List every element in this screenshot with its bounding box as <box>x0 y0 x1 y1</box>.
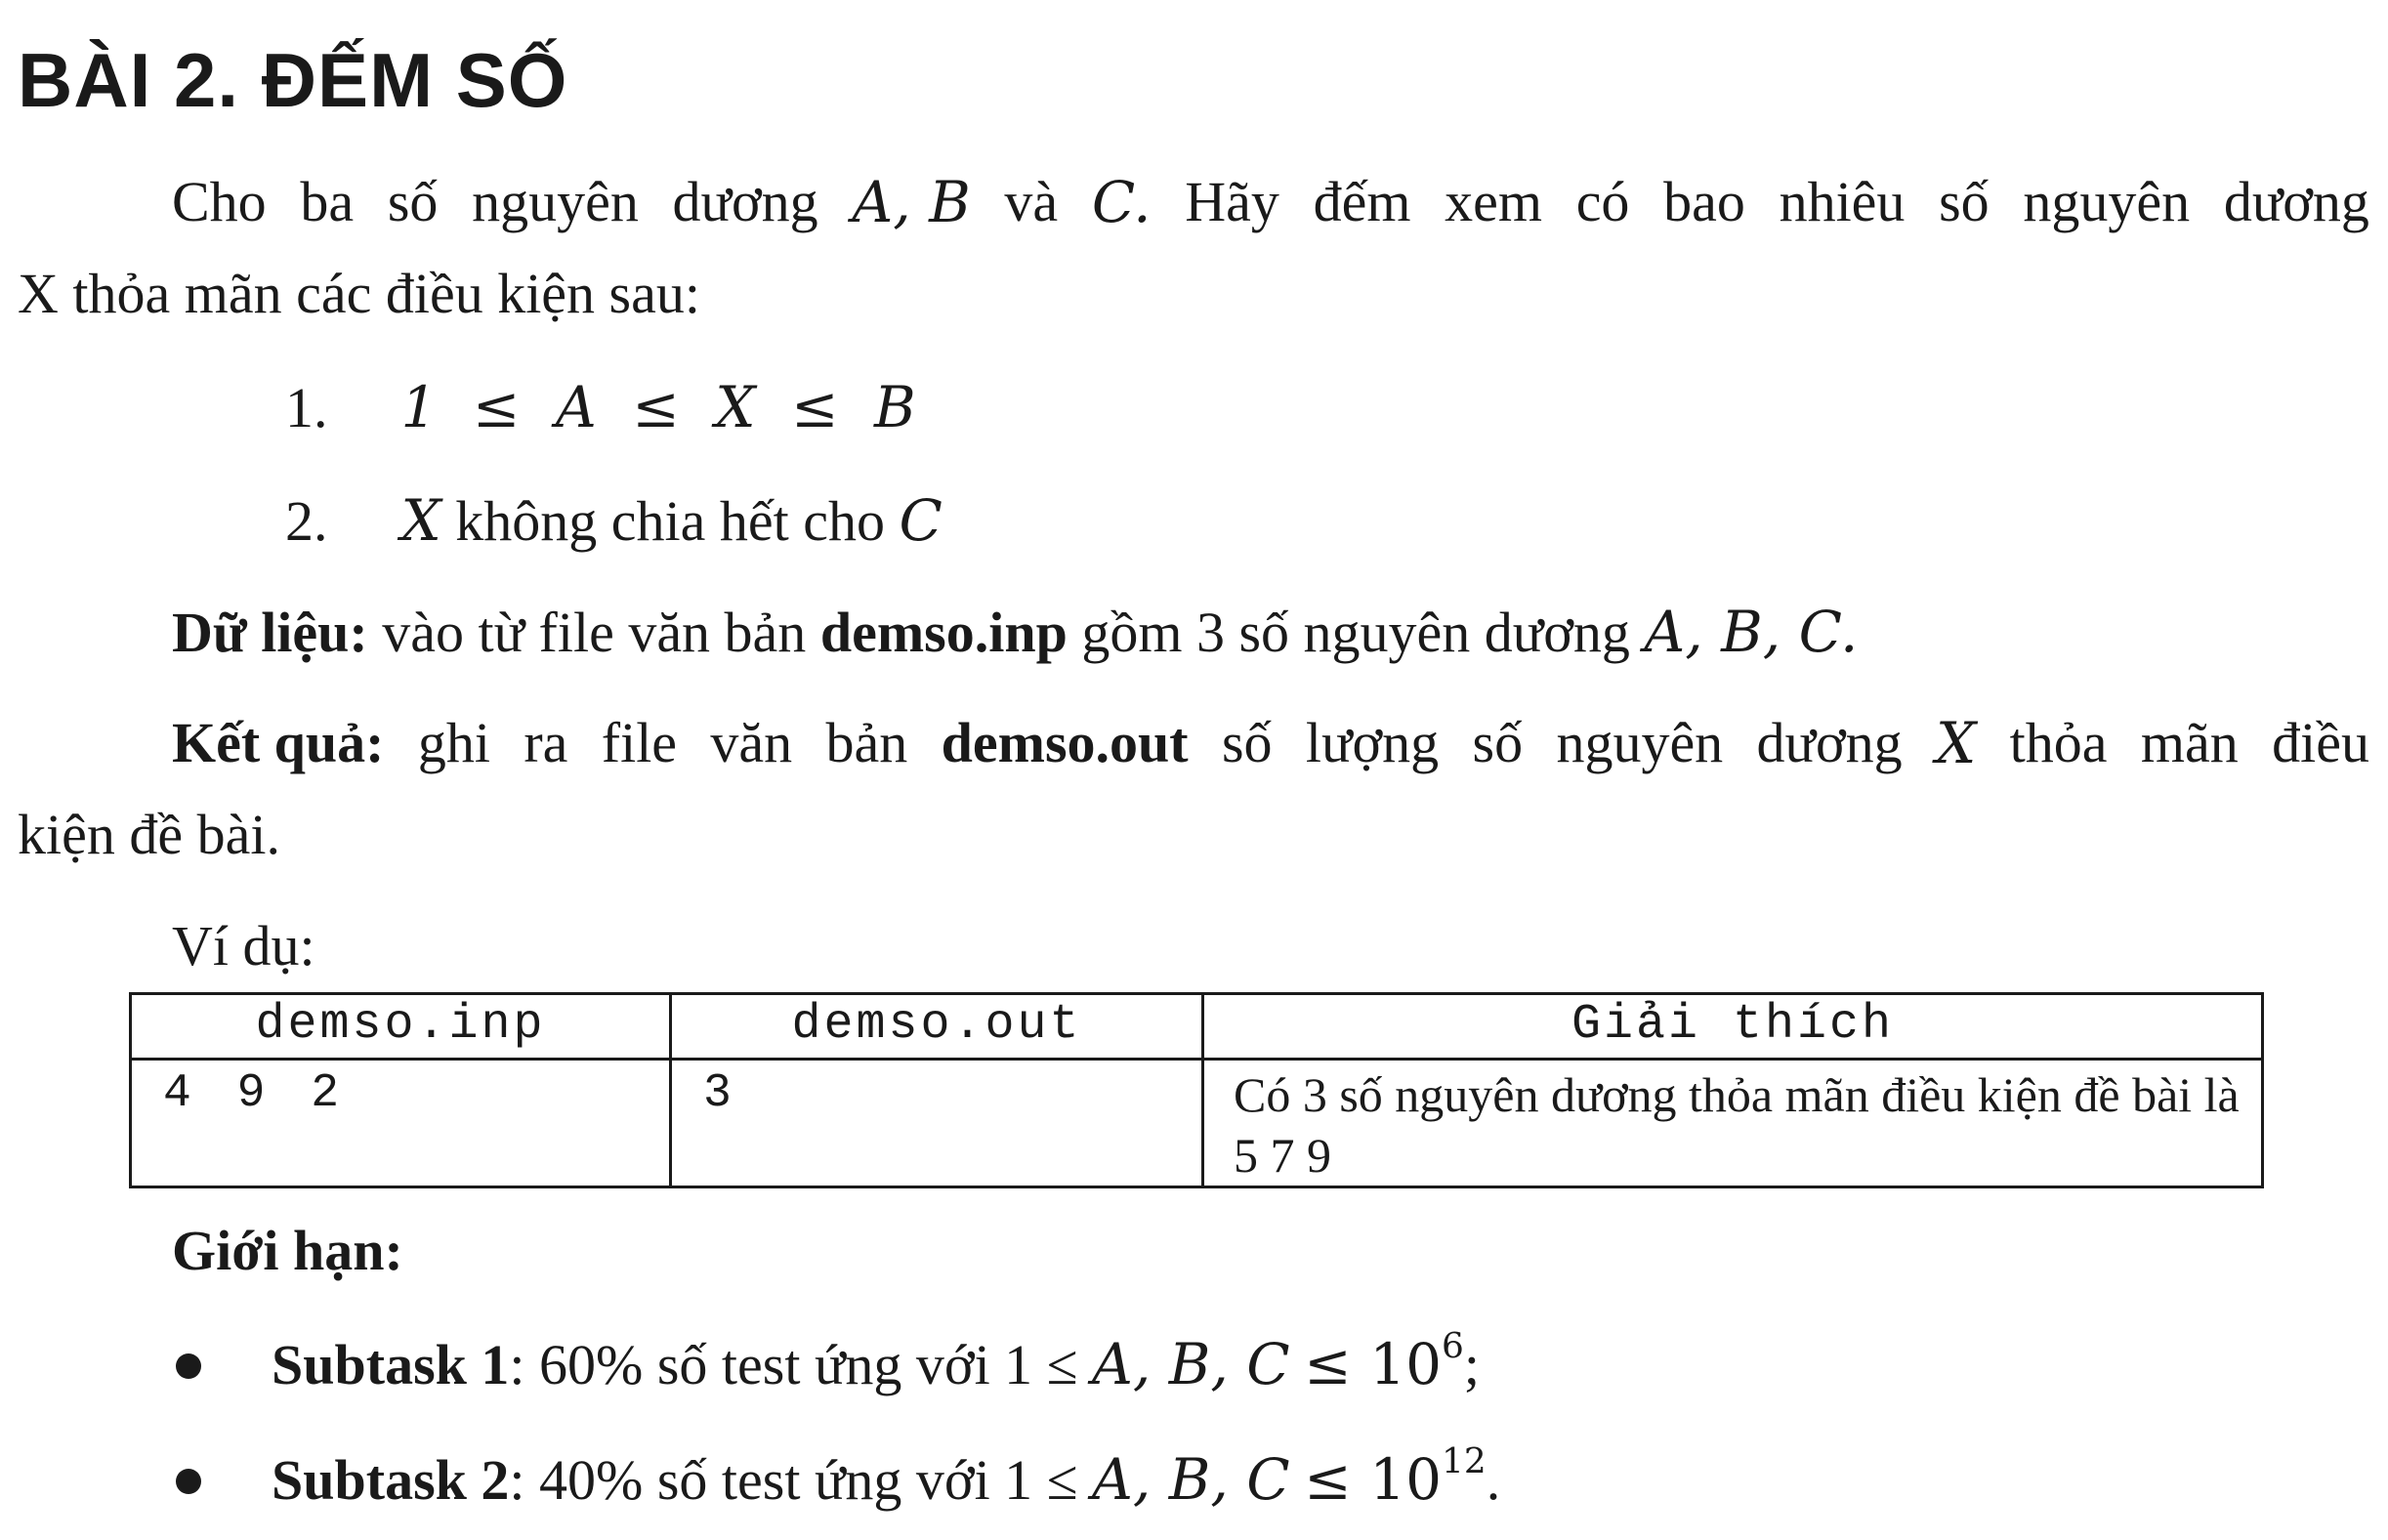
subtask-1-name: Subtask 1 <box>272 1333 510 1396</box>
subtask-2 <box>272 1441 1501 1515</box>
word: số <box>1472 711 1524 774</box>
word: Hãy <box>1185 170 1279 233</box>
subtask-1-vars: A, B, C <box>1092 1331 1290 1397</box>
word: bản <box>825 711 908 774</box>
condition-1-formula: 1 ≤ A ≤ X ≤ B <box>400 374 916 440</box>
limits-label: Giới hạn: <box>172 1219 403 1282</box>
word: và <box>1004 170 1059 233</box>
bullet-icon <box>176 1353 201 1379</box>
subtask-1-end: ; <box>1463 1333 1481 1396</box>
word: dương <box>1756 711 1903 774</box>
word: file <box>601 711 678 774</box>
output-line-1 <box>172 709 2369 777</box>
output-line-2: kiện đề bài. <box>18 803 280 866</box>
example-table <box>129 992 2264 1188</box>
condition-2-text: không chia hết cho <box>455 489 885 553</box>
word: văn <box>710 711 793 774</box>
word: số <box>1939 170 1990 233</box>
subtask-2-name: Subtask 2 <box>272 1448 510 1512</box>
condition-1-number: 1. <box>285 376 328 439</box>
example-output: 3 <box>671 1060 1203 1187</box>
subtask-1-rel: ≤ 10 <box>1304 1331 1443 1397</box>
word: nhiêu <box>1779 170 1906 233</box>
subtask-2-end: . <box>1486 1448 1501 1512</box>
word: bao <box>1663 170 1745 233</box>
problem-title: BÀI 2. ĐẾM SỐ <box>18 37 568 123</box>
word: nguyên <box>2023 170 2191 233</box>
input-description <box>172 598 1858 667</box>
word: số <box>387 170 439 233</box>
condition-2-var2: C <box>899 487 943 554</box>
condition-2 <box>285 486 943 556</box>
word: demso.out <box>941 711 1189 774</box>
word: đếm <box>1313 170 1411 233</box>
word: nguyên <box>472 170 639 233</box>
word: nguyên <box>1556 711 1724 774</box>
header-input-file: demso.inp <box>131 994 671 1060</box>
intro-line-1-words <box>172 168 2369 236</box>
subtask-1-exp: 6 <box>1442 1326 1464 1367</box>
subtask-2-rel: ≤ 10 <box>1304 1446 1443 1513</box>
word: thỏa <box>2009 711 2108 774</box>
word: X <box>1936 710 1977 776</box>
word: A, B <box>852 169 971 235</box>
word: ra <box>524 711 568 774</box>
header-output-file: demso.out <box>671 994 1203 1060</box>
word: điều <box>2272 711 2369 774</box>
example-input: 4 9 2 <box>131 1060 671 1187</box>
word: C. <box>1091 169 1152 235</box>
table-row <box>131 1060 2263 1187</box>
intro-line-2: X thỏa mãn các điều kiện sau: <box>18 262 700 325</box>
subtask-2-pre: : 40% số test ứng với 1 ≤ <box>509 1448 1078 1512</box>
bullet-icon <box>176 1469 201 1494</box>
example-table-header <box>131 994 2263 1060</box>
input-vars: A, B, C. <box>1644 599 1859 665</box>
intro-line-1 <box>172 168 2369 236</box>
subtask-1-pre: : 60% số test ứng với 1 ≤ <box>509 1333 1078 1396</box>
word: Cho <box>172 170 267 233</box>
input-post: gồm 3 số nguyên dương <box>1081 601 1630 664</box>
subtask-2-exp: 12 <box>1442 1441 1487 1482</box>
output-label: Kết quả: <box>172 711 385 774</box>
word: dương <box>2223 170 2369 233</box>
example-label: Ví dụ: <box>172 914 315 978</box>
subtask-1 <box>272 1326 1481 1399</box>
word: xem <box>1445 170 1542 233</box>
input-file: demso.inp <box>819 601 1068 664</box>
word: ba <box>300 170 355 233</box>
word: ghi <box>417 711 490 774</box>
condition-1 <box>285 373 916 442</box>
word: lượng <box>1305 711 1440 774</box>
word: mãn <box>2140 711 2239 774</box>
condition-2-var: X <box>400 487 441 554</box>
output-line-1-words <box>172 709 2369 777</box>
header-explanation: Giải thích <box>1203 994 2263 1060</box>
word: dương <box>672 170 818 233</box>
example-explanation: Có 3 số nguyên dương thỏa mãn điều kiện đề bài là 5 7 9 <box>1203 1060 2263 1187</box>
input-label: Dữ liệu: <box>172 601 368 664</box>
word: số <box>1221 711 1273 774</box>
word: có <box>1575 170 1630 233</box>
input-pre: vào từ file văn bản <box>382 601 807 664</box>
subtask-2-vars: A, B, C <box>1092 1446 1290 1513</box>
condition-2-number: 2. <box>285 489 328 553</box>
